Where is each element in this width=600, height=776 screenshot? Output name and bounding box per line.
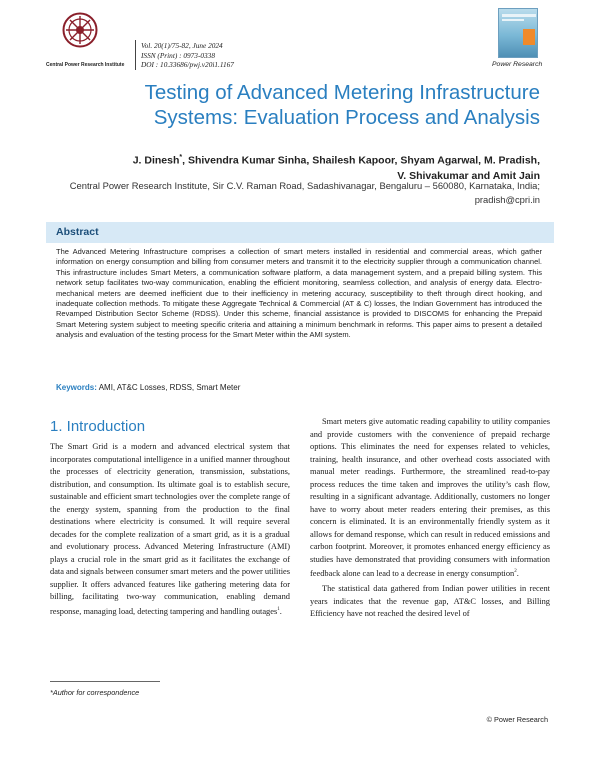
- affiliation-email[interactable]: pradish@cpri.in: [474, 193, 540, 205]
- journal-info: [141, 41, 234, 70]
- journal-volume: Vol. 20(1)/75-82, June 2024: [141, 41, 223, 50]
- paragraph: Smart meters give automatic reading capability to utility companies and provide customers with the convenience of prepaid recharge options. This eliminates the need for expenses related to vehicles, training, health insurance, and other overhead costs associated with manual meter readings. Furthermore, the streamlined read-to-pay process reduces the time taken and improves the utility’s cash flow, resulting in a significant advantage. Additionally, customers no longer have to worry about meter readers entering their premises, as this concern is eliminated. It is an environmentally friendly system as it allows for demand response, which can result in reduced emissions and carbon footprint. Moreover, it promotes enhanced energy efficiency as studies have demonstrated that providing consumers with information feedback alone can lead to a decrease in energy consumption$^2$.: [310, 417, 550, 578]
- left-column: [50, 441, 290, 618]
- cpri-logo-icon: [62, 12, 98, 48]
- right-column: [310, 416, 550, 621]
- institute-name: Central Power Research Institute: [46, 62, 125, 68]
- keywords-list: AMI, AT&C Losses, RDSS, Smart Meter: [98, 383, 241, 392]
- journal-cover-image: [498, 8, 538, 58]
- footnote-rule: [50, 681, 160, 682]
- affiliation: [60, 179, 540, 206]
- paragraph: The Smart Grid is a modern and advanced electrical system that incorporates computational intelligence in a unified manner throughout the processes of electricity generation, transmission, substations, distribution, and consumption. Its ultimate goal is to establish secure, sustainable and efficient smart technologies over the complete range of the energy system, spanning from the production to the final destinations where electricity is consumed. It will require several decades for the complete realization of a smart grid, as it is a gradual and evolutionary process. Advanced Metering Infrastructure (AMI) plays a crucial role in the smart grid as it facilitates the exchange of data and signals between consumer smart meters and the power utilities supplier. It offers advanced features like gathering metering data for billing, facilitating two-way communication, enabling demand response, managing load, detecting tampering and handling outages$^1$.: [50, 442, 291, 616]
- correspondence-footnote: *Author for correspondence: [50, 688, 140, 697]
- author-line-2: V. Shivakumar and Amit Jain: [397, 169, 540, 182]
- abstract-heading: Abstract: [46, 222, 554, 243]
- author-line-1: J. Dinesh*, Shivendra Kumar Sinha, Shailesh Kapoor, Shyam Agarwal, M. Pradish,: [132, 154, 540, 167]
- paper-title: Testing of Advanced Metering Infrastructure Systems: Evaluation Process and Analysis: [144, 81, 540, 129]
- abstract-text: The Advanced Metering Infrastructure comprises a collection of smart meters installed in residential and commercial areas, which gather information on energy consumption and billing from consumer meters and transmit it to the electricity supplier through a communication channel. This infrastructure includes Smart Meters, a communication software platform, a data management system, and a prepaid billing system. This network setup facilitates two-way communication, enabling the efficient monitoring, seamless collection, and analysis of energy data. Electro-mechanical meters are deemed inefficient due to their inefficiency in metering accuracy, susceptibility to theft through direct hooking, and inadequate collection methods. To mitigate these Aggregate Technical & Commercial (AT & C) losses, the Indian Government has introduced the Revamped Distribution Sector Scheme (RDSS). Under this scheme, financial assistance is provided to DISCOMS for enhancing the Prepaid Smart Metering system subject to meeting specific criteria and attaining a minimum benchmark in reforms. This paper aims to present a detailed analysis and evaluation of the testing process for the Smart Meter within the AMI system.: [56, 247, 542, 340]
- section-heading: 1. Introduction: [50, 418, 146, 435]
- copyright-notice: © Power Research: [486, 715, 548, 724]
- journal-doi[interactable]: DOI : 10.33686/pwj.v20i1.1167: [141, 60, 234, 70]
- keywords: [56, 383, 542, 392]
- keywords-label: Keywords:: [56, 383, 97, 392]
- affiliation-address: Central Power Research Institute, Sir C.V. Raman Road, Sadashivanagar, Bengaluru – 560080, Karnataka, India;: [69, 180, 540, 191]
- citation-ref[interactable]: 1: [277, 606, 280, 612]
- correspondence-mark: *: [179, 154, 183, 161]
- citation-ref[interactable]: 2: [514, 569, 517, 574]
- header-divider: [135, 40, 136, 70]
- journal-issn: ISSN (Print) : 0973-0338: [141, 50, 215, 60]
- paragraph: The statistical data gathered from Indian power utilities in recent years indicates that the revenue gap, AT&C losses, and Billing Efficiency have not reached the desired level of: [310, 584, 550, 619]
- publisher-name: Power Research: [492, 61, 543, 68]
